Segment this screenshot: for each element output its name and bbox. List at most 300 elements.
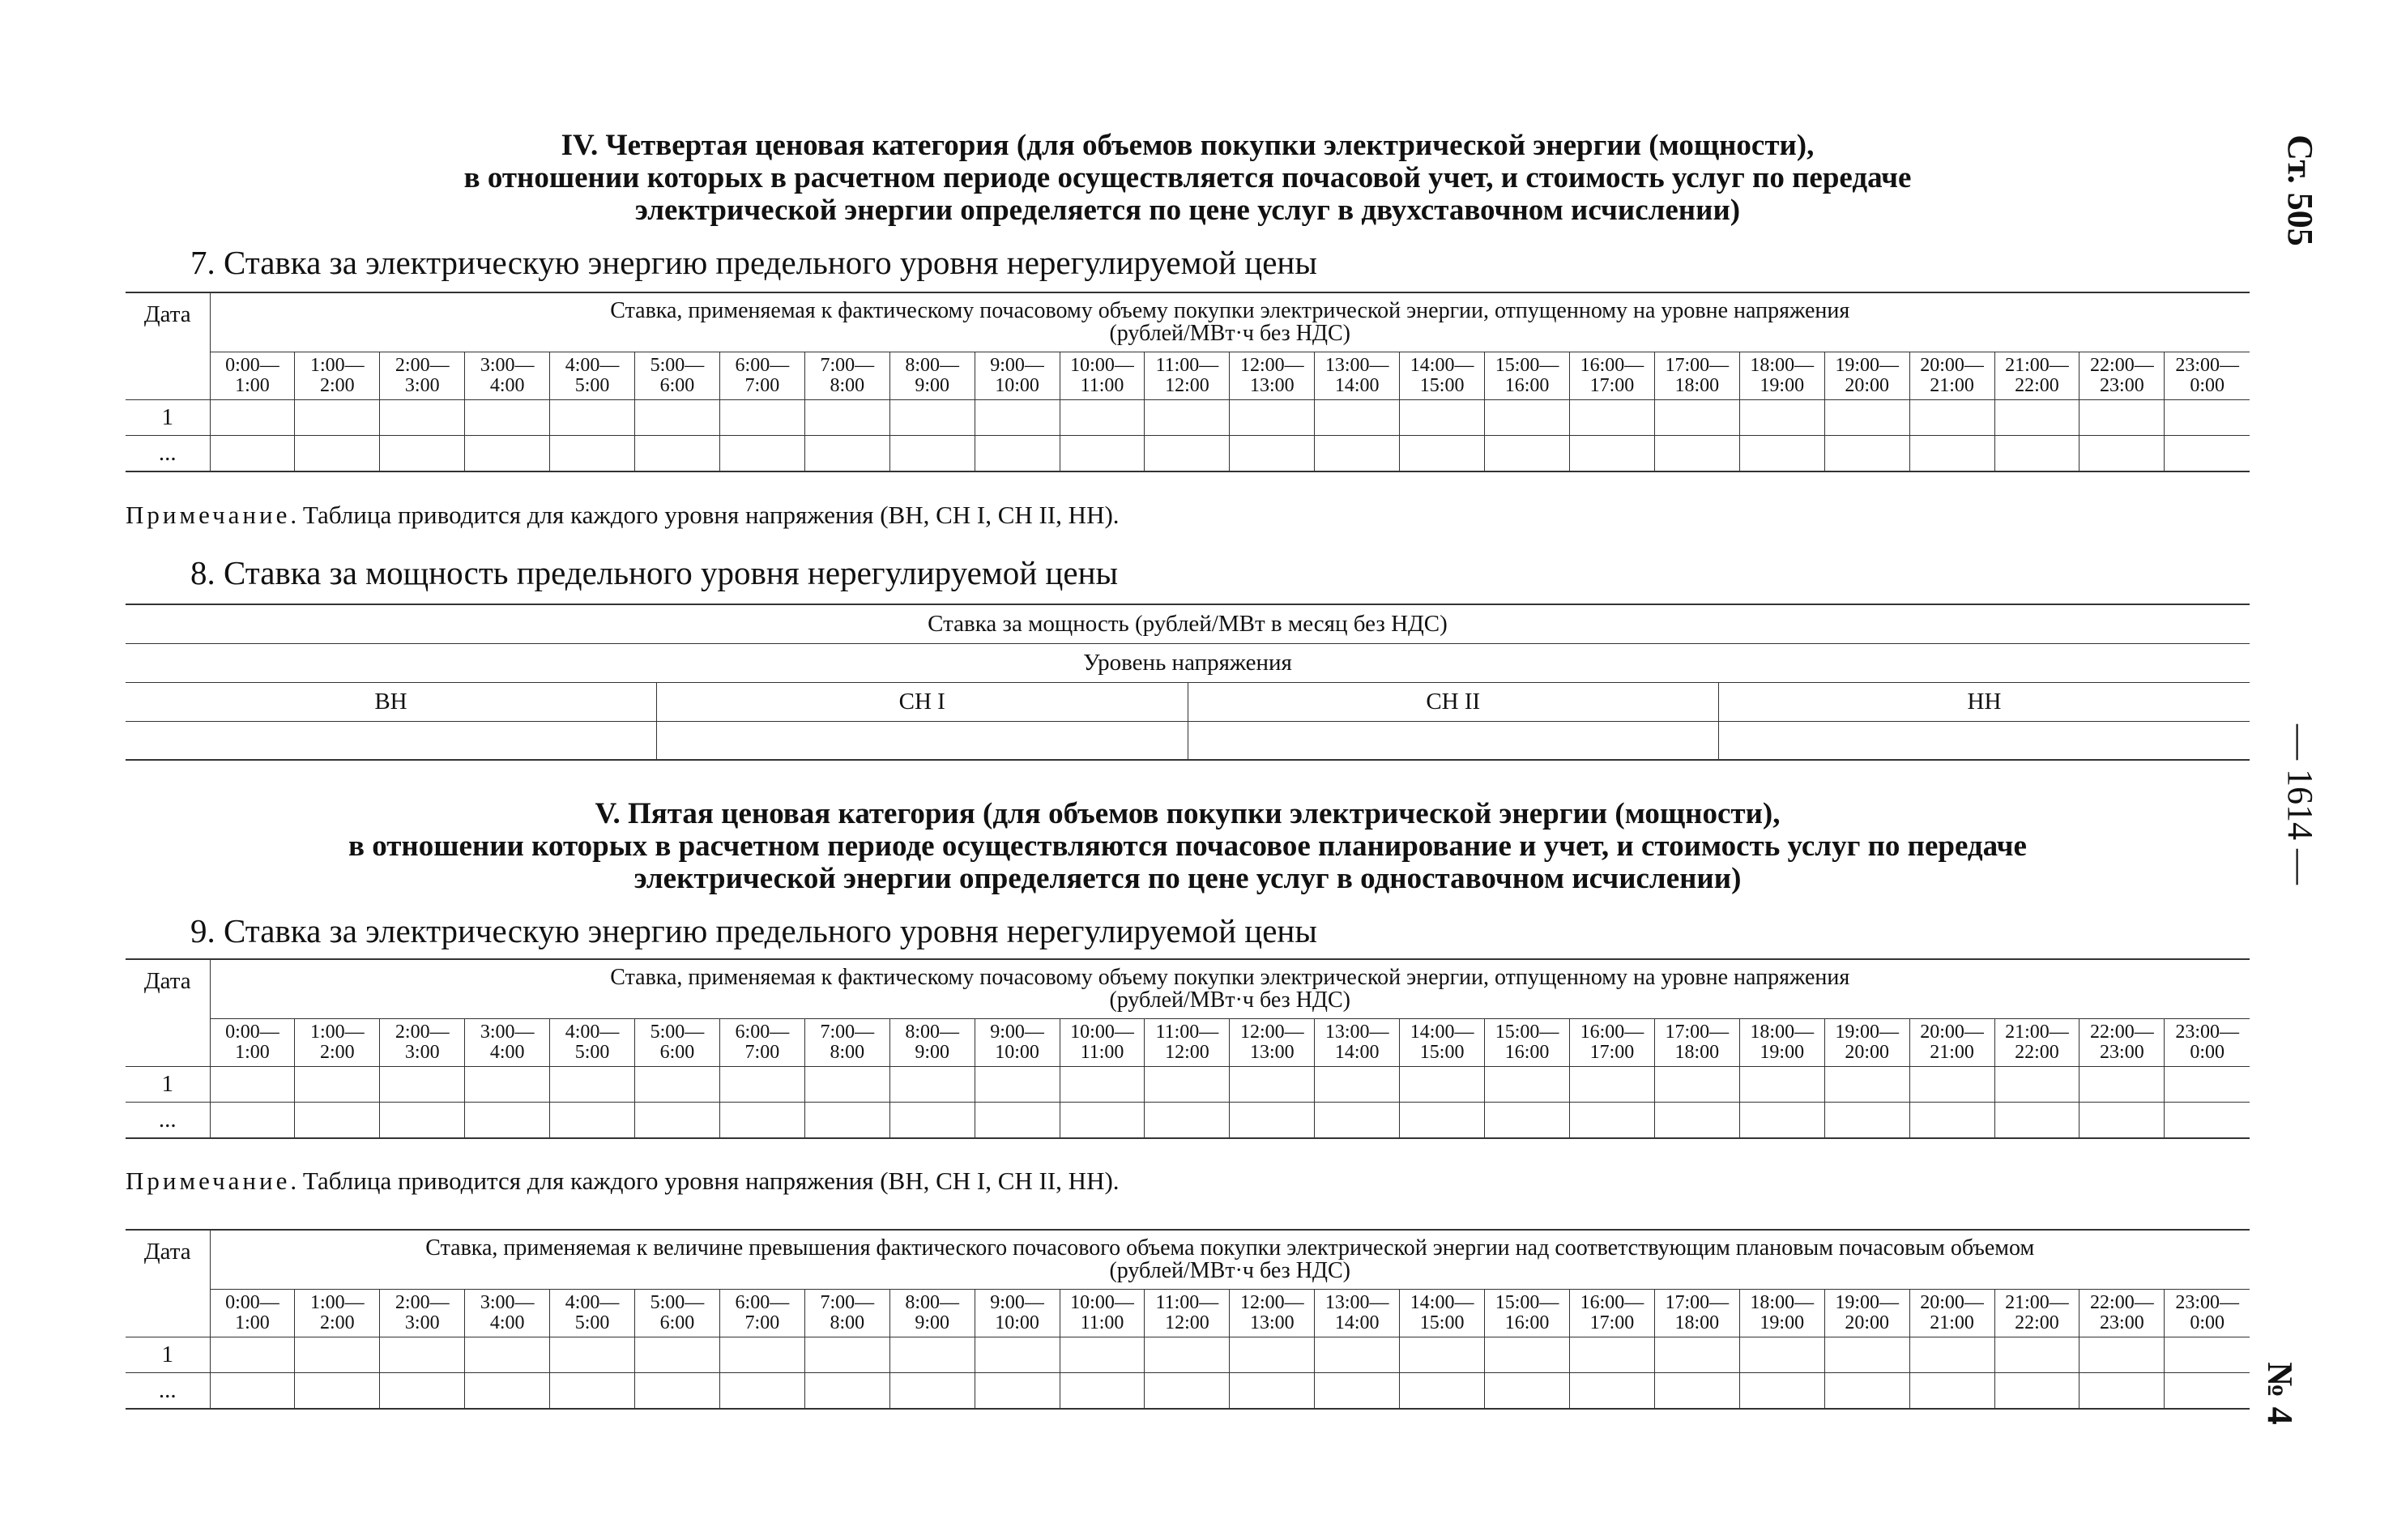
hour-end: 10:00 <box>995 375 1039 396</box>
rate-cell <box>889 436 975 471</box>
rate-cell <box>465 400 550 436</box>
rate-cell <box>1485 1067 1570 1103</box>
rate-cell <box>1145 1067 1230 1103</box>
rate-cell <box>804 1103 889 1138</box>
table-8-header: Ставка за мощность (рублей/МВт в месяц без НДС) <box>126 604 2250 643</box>
hour-column-header <box>295 352 380 400</box>
rate-cell <box>975 436 1060 471</box>
rate-cell <box>1654 1103 1739 1138</box>
rate-cell <box>1739 1103 1824 1138</box>
rate-cell <box>2079 1067 2165 1103</box>
rate-cell <box>1230 1373 1315 1409</box>
rate-cell <box>1824 1337 1909 1373</box>
table-8-level-vn: ВН <box>126 682 657 721</box>
hour-column-header <box>889 1290 975 1337</box>
rate-cell <box>804 436 889 471</box>
hour-start: 20:00— <box>1920 1292 1984 1313</box>
rate-cell <box>719 1103 804 1138</box>
hour-start: 16:00— <box>1580 1022 1644 1043</box>
rate-cell <box>465 1067 550 1103</box>
rate-cell <box>1485 1337 1570 1373</box>
rate-cell <box>1060 1067 1145 1103</box>
rate-cell <box>1909 400 1994 436</box>
hour-end: 22:00 <box>2015 1042 2059 1063</box>
table-8-level-sn1: СН I <box>657 682 1188 721</box>
hour-start: 19:00— <box>1835 1292 1899 1313</box>
hour-column-header <box>804 1019 889 1067</box>
rate-cell <box>295 1373 380 1409</box>
hour-start: 5:00— <box>650 1022 705 1043</box>
hour-column-header <box>1060 1019 1145 1067</box>
rate-cell <box>635 400 720 436</box>
rate-cell <box>1824 1373 1909 1409</box>
table-9-heading: 9. Ставка за электрическую энергию предельного уровня нерегулируемой цены <box>190 912 1317 949</box>
hour-end: 8:00 <box>830 1312 865 1333</box>
rate-cell <box>210 1067 295 1103</box>
hour-column-header <box>1909 352 1994 400</box>
hour-column-header <box>2079 352 2165 400</box>
rate-cell <box>295 1337 380 1373</box>
rate-cell <box>2165 1067 2250 1103</box>
hour-end: 0:00 <box>2190 375 2225 396</box>
table-8-level-nn: НН <box>1719 682 2250 721</box>
hour-start: 21:00— <box>2005 1022 2069 1043</box>
hour-column-header <box>1230 352 1315 400</box>
rate-cell <box>719 1067 804 1103</box>
hour-column-header <box>1909 1290 1994 1337</box>
hour-end: 3:00 <box>404 1042 440 1063</box>
row-date-cell: ... <box>126 1103 210 1138</box>
hour-start: 10:00— <box>1070 355 1134 376</box>
rate-cell <box>295 436 380 471</box>
hour-end: 2:00 <box>320 375 355 396</box>
row-date-cell: 1 <box>126 400 210 436</box>
rate-cell <box>719 1337 804 1373</box>
hour-end: 14:00 <box>1334 375 1380 396</box>
rate-cell <box>1230 1337 1315 1373</box>
hour-end: 22:00 <box>2015 375 2059 396</box>
rate-cell <box>2079 436 2165 471</box>
hour-start: 2:00— <box>395 1022 450 1043</box>
rate-cell <box>635 1337 720 1373</box>
hour-column-header <box>1739 352 1824 400</box>
date-column-header: Дата <box>126 1230 210 1337</box>
hour-column-header <box>1315 1019 1400 1067</box>
hour-end: 2:00 <box>320 1042 355 1063</box>
note-9-text: . Таблица приводится для каждого уровня напряжения (ВН, СН I, СН II, НН). <box>290 1167 1120 1195</box>
hour-start: 4:00— <box>565 1022 620 1043</box>
rate-cell <box>975 1373 1060 1409</box>
hour-column-header <box>1485 1019 1570 1067</box>
rate-cell <box>1400 400 1485 436</box>
hour-end: 19:00 <box>1760 375 1805 396</box>
rate-cell <box>975 1103 1060 1138</box>
rate-cell <box>1570 1337 1655 1373</box>
hour-column-header <box>465 1019 550 1067</box>
hour-end: 17:00 <box>1589 1042 1635 1063</box>
hour-column-header <box>1654 1290 1739 1337</box>
note-7 <box>126 501 1120 530</box>
rate-cell <box>2165 1103 2250 1138</box>
rate-cell <box>2165 400 2250 436</box>
hour-end: 17:00 <box>1589 1312 1635 1333</box>
hour-end: 4:00 <box>489 1312 525 1333</box>
hour-column-header <box>1230 1290 1315 1337</box>
hour-end: 5:00 <box>574 1042 610 1063</box>
rate-cell <box>380 436 465 471</box>
hour-start: 8:00— <box>905 1292 960 1313</box>
hour-end: 9:00 <box>915 375 950 396</box>
rate-cell <box>465 1373 550 1409</box>
section-4-title-line-2: в отношении которых в расчетном периоде осуществляется почасовой учет, и стоимость услуг по передаче <box>463 161 1912 194</box>
hour-start: 3:00— <box>480 1292 535 1313</box>
rate-header-line-2: (рублей/МВт·ч без НДС) <box>1109 321 1351 346</box>
table-8-subheader: Уровень напряжения <box>126 643 2250 682</box>
hour-start: 0:00— <box>225 355 279 376</box>
section-4-title-line-3: электрической энергии определяется по цене услуг в двухставочном исчислении) <box>634 194 1741 227</box>
table-8-heading: 8. Ставка за мощность предельного уровня нерегулируемой цены <box>190 554 1119 591</box>
rate-cell <box>1485 400 1570 436</box>
table-8-value-cell <box>1719 721 2250 760</box>
rate-cell <box>1739 1337 1824 1373</box>
table-8-level-sn2: СН II <box>1188 682 1719 721</box>
hour-start: 9:00— <box>990 355 1044 376</box>
table-row <box>126 1337 2250 1373</box>
table-8-value-cell <box>1188 721 1719 760</box>
hour-end: 8:00 <box>830 1042 865 1063</box>
hour-start: 13:00— <box>1324 355 1389 376</box>
rate-cell <box>1570 1067 1655 1103</box>
hour-column-header <box>1485 1290 1570 1337</box>
hour-start: 9:00— <box>990 1292 1044 1313</box>
hour-end: 7:00 <box>744 375 780 396</box>
note-9 <box>126 1167 1120 1196</box>
hour-start: 5:00— <box>650 1292 705 1313</box>
rate-cell <box>1485 1103 1570 1138</box>
hour-column-header <box>804 352 889 400</box>
hour-column-header <box>975 1019 1060 1067</box>
rate-cell <box>804 1373 889 1409</box>
hour-end: 13:00 <box>1249 1042 1295 1063</box>
hour-column-header <box>210 352 295 400</box>
rate-cell <box>719 436 804 471</box>
hour-end: 14:00 <box>1334 1042 1380 1063</box>
hour-end: 23:00 <box>2100 1042 2144 1063</box>
hour-column-header <box>1145 1019 1230 1067</box>
hour-end: 16:00 <box>1504 1312 1550 1333</box>
hour-end: 13:00 <box>1249 375 1295 396</box>
hour-end: 1:00 <box>235 375 270 396</box>
hour-start: 0:00— <box>225 1022 279 1043</box>
hour-start: 11:00— <box>1155 1292 1219 1313</box>
rate-cell <box>1654 1337 1739 1373</box>
hour-end: 18:00 <box>1674 375 1720 396</box>
rate-cell <box>889 1103 975 1138</box>
hour-column-header <box>1824 1290 1909 1337</box>
section-5-title <box>126 798 2250 895</box>
hour-start: 11:00— <box>1155 1022 1219 1043</box>
hour-start: 10:00— <box>1070 1292 1134 1313</box>
hour-start: 19:00— <box>1835 1022 1899 1043</box>
hour-start: 13:00— <box>1324 1292 1389 1313</box>
table-row <box>126 1373 2250 1409</box>
hour-column-header <box>1145 352 1230 400</box>
hour-end: 10:00 <box>995 1042 1039 1063</box>
rate-cell <box>1315 1067 1400 1103</box>
hour-end: 18:00 <box>1674 1042 1720 1063</box>
hour-end: 6:00 <box>659 1312 695 1333</box>
hour-end: 4:00 <box>489 1042 525 1063</box>
hour-column-header <box>1060 352 1145 400</box>
hour-end: 15:00 <box>1419 1312 1465 1333</box>
hour-start: 11:00— <box>1155 355 1219 376</box>
hour-start: 6:00— <box>735 1022 790 1043</box>
rate-cell <box>380 1337 465 1373</box>
hour-end: 20:00 <box>1845 375 1889 396</box>
hour-start: 2:00— <box>395 355 450 376</box>
rate-cell <box>1570 1373 1655 1409</box>
hour-start: 2:00— <box>395 1292 450 1313</box>
hour-column-header <box>2079 1290 2165 1337</box>
hour-start: 6:00— <box>735 355 790 376</box>
rate-cell <box>295 400 380 436</box>
hour-end: 10:00 <box>995 1312 1039 1333</box>
hour-column-header <box>380 352 465 400</box>
hour-start: 8:00— <box>905 1022 960 1043</box>
hour-column-header <box>380 1290 465 1337</box>
hour-start: 10:00— <box>1070 1022 1134 1043</box>
table-9 <box>126 958 2250 1139</box>
rate-header-line-1: Ставка, применяемая к величине превышения фактического почасового объема покупки электрической энергии над соответствующим плановым почасовым объемом <box>425 1235 2035 1261</box>
hour-column-header <box>2165 1290 2250 1337</box>
rate-cell <box>1654 1373 1739 1409</box>
hour-column-header <box>210 1290 295 1337</box>
hour-end: 8:00 <box>830 375 865 396</box>
rate-cell <box>210 400 295 436</box>
rate-cell <box>550 1373 635 1409</box>
rate-cell <box>1824 1103 1909 1138</box>
hour-column-header <box>1994 1019 2079 1067</box>
rate-cell <box>1145 1373 1230 1409</box>
hour-start: 16:00— <box>1580 1292 1644 1313</box>
rate-cell <box>1994 1337 2079 1373</box>
rate-cell <box>550 400 635 436</box>
rate-header <box>210 959 2250 1019</box>
rate-cell <box>1400 1373 1485 1409</box>
table-7-heading: 7. Ставка за электрическую энергию предельного уровня нерегулируемой цены <box>190 244 1317 281</box>
hour-start: 7:00— <box>820 355 875 376</box>
hour-start: 7:00— <box>820 1292 875 1313</box>
rate-cell <box>889 1337 975 1373</box>
hour-end: 7:00 <box>744 1042 780 1063</box>
rate-header-line-1: Ставка, применяемая к фактическому почасовому объему покупки электрической энергии, отпущенному на уровне напряжения <box>610 298 1850 323</box>
hour-start: 16:00— <box>1580 355 1644 376</box>
rate-cell <box>1994 1373 2079 1409</box>
rate-header <box>210 1230 2250 1290</box>
rate-cell <box>2165 1337 2250 1373</box>
rate-cell <box>1909 1067 1994 1103</box>
rate-cell <box>2165 436 2250 471</box>
hour-column-header <box>804 1290 889 1337</box>
hour-start: 15:00— <box>1495 1292 1559 1313</box>
hour-start: 1:00— <box>310 355 365 376</box>
hour-start: 3:00— <box>480 355 535 376</box>
rate-cell <box>1570 436 1655 471</box>
rate-cell <box>380 1067 465 1103</box>
row-date-cell: 1 <box>126 1067 210 1103</box>
section-5-title-line-3: электрической энергии определяется по цене услуг в одноставочном исчислении) <box>633 862 1742 895</box>
issue-number: № 4 <box>2260 1362 2300 1425</box>
hour-start: 20:00— <box>1920 355 1984 376</box>
rate-cell <box>889 400 975 436</box>
rate-cell <box>1060 436 1145 471</box>
hour-end: 23:00 <box>2100 375 2144 396</box>
hour-end: 13:00 <box>1249 1312 1295 1333</box>
hour-column-header <box>1060 1290 1145 1337</box>
rate-cell <box>1739 400 1824 436</box>
hour-column-header <box>2079 1019 2165 1067</box>
hour-end: 12:00 <box>1165 1042 1209 1063</box>
rate-cell <box>465 436 550 471</box>
hour-column-header <box>210 1019 295 1067</box>
date-column-header: Дата <box>126 959 210 1067</box>
rate-cell <box>1230 1103 1315 1138</box>
rate-cell <box>210 1337 295 1373</box>
hour-column-header <box>295 1019 380 1067</box>
rate-cell <box>1145 436 1230 471</box>
hour-end: 21:00 <box>1930 1042 1974 1063</box>
rate-cell <box>1824 400 1909 436</box>
hour-end: 11:00 <box>1080 1042 1124 1063</box>
rate-cell <box>1400 1103 1485 1138</box>
rate-cell <box>1145 1337 1230 1373</box>
table-7 <box>126 292 2250 472</box>
rate-cell <box>975 400 1060 436</box>
rate-cell <box>719 400 804 436</box>
rate-cell <box>1485 436 1570 471</box>
rate-cell <box>2165 1373 2250 1409</box>
rate-cell <box>1654 1067 1739 1103</box>
hour-start: 8:00— <box>905 355 960 376</box>
hour-start: 18:00— <box>1750 1292 1815 1313</box>
rate-cell <box>295 1067 380 1103</box>
hour-start: 23:00— <box>2175 1022 2239 1043</box>
hour-start: 6:00— <box>735 1292 790 1313</box>
rate-cell <box>550 1337 635 1373</box>
rate-cell <box>1739 1067 1824 1103</box>
rate-cell <box>380 1373 465 1409</box>
hour-end: 2:00 <box>320 1312 355 1333</box>
hour-column-header <box>889 352 975 400</box>
rate-cell <box>550 1067 635 1103</box>
row-date-cell: ... <box>126 1373 210 1409</box>
hour-column-header <box>1570 352 1655 400</box>
hour-start: 12:00— <box>1239 1292 1304 1313</box>
hour-column-header <box>975 352 1060 400</box>
hour-end: 5:00 <box>574 375 610 396</box>
hour-column-header <box>635 1019 720 1067</box>
hour-end: 20:00 <box>1845 1042 1889 1063</box>
hour-start: 13:00— <box>1324 1022 1389 1043</box>
hour-column-header <box>380 1019 465 1067</box>
rate-cell <box>1230 1067 1315 1103</box>
rate-cell <box>1739 436 1824 471</box>
hour-start: 1:00— <box>310 1022 365 1043</box>
rate-cell <box>889 1067 975 1103</box>
rate-cell <box>635 1067 720 1103</box>
hour-end: 12:00 <box>1165 1312 1209 1333</box>
hour-end: 7:00 <box>744 1312 780 1333</box>
hour-start: 23:00— <box>2175 355 2239 376</box>
hour-column-header <box>1654 1019 1739 1067</box>
rate-cell <box>1060 1337 1145 1373</box>
rate-cell <box>2079 1103 2165 1138</box>
rate-cell <box>1994 400 2079 436</box>
rate-cell <box>719 1373 804 1409</box>
rate-cell <box>1485 1373 1570 1409</box>
hour-column-header <box>1994 1290 2079 1337</box>
row-date-cell: ... <box>126 436 210 471</box>
rate-cell <box>1400 436 1485 471</box>
rate-cell <box>1315 400 1400 436</box>
rate-cell <box>1230 436 1315 471</box>
rate-cell <box>975 1067 1060 1103</box>
hour-end: 1:00 <box>235 1312 270 1333</box>
hour-start: 9:00— <box>990 1022 1044 1043</box>
hour-column-header <box>1145 1290 1230 1337</box>
rate-cell <box>1909 1337 1994 1373</box>
rate-cell <box>635 1103 720 1138</box>
hour-column-header <box>1909 1019 1994 1067</box>
hour-start: 0:00— <box>225 1292 279 1313</box>
rate-cell <box>1824 436 1909 471</box>
rate-cell <box>1400 1337 1485 1373</box>
hour-column-header <box>1570 1019 1655 1067</box>
rate-cell <box>1060 1373 1145 1409</box>
hour-start: 17:00— <box>1665 1022 1730 1043</box>
hour-start: 12:00— <box>1239 355 1304 376</box>
section-5-title-line-1: V. Пятая ценовая категория (для объемов покупки электрической энергии (мощности), <box>595 797 1781 830</box>
hour-start: 5:00— <box>650 355 705 376</box>
rate-cell <box>2079 400 2165 436</box>
hour-end: 14:00 <box>1334 1312 1380 1333</box>
rate-cell <box>1400 1067 1485 1103</box>
hour-start: 3:00— <box>480 1022 535 1043</box>
rate-cell <box>635 1373 720 1409</box>
rate-cell <box>1909 1373 1994 1409</box>
hour-end: 1:00 <box>235 1042 270 1063</box>
rate-cell <box>465 1103 550 1138</box>
hour-end: 5:00 <box>574 1312 610 1333</box>
rate-cell <box>889 1373 975 1409</box>
hour-column-header <box>1400 1019 1485 1067</box>
hour-start: 1:00— <box>310 1292 365 1313</box>
hour-start: 14:00— <box>1410 1022 1474 1043</box>
hour-column-header <box>1485 352 1570 400</box>
hour-end: 21:00 <box>1930 375 1974 396</box>
rate-cell <box>2079 1373 2165 1409</box>
rate-cell <box>380 1103 465 1138</box>
table-8-value-cell <box>657 721 1188 760</box>
hour-column-header <box>635 1290 720 1337</box>
rate-cell <box>2079 1337 2165 1373</box>
hour-column-header <box>295 1290 380 1337</box>
table-row <box>126 436 2250 471</box>
hour-end: 16:00 <box>1504 375 1550 396</box>
hour-end: 23:00 <box>2100 1312 2144 1333</box>
hour-column-header <box>635 352 720 400</box>
rate-cell <box>1060 400 1145 436</box>
